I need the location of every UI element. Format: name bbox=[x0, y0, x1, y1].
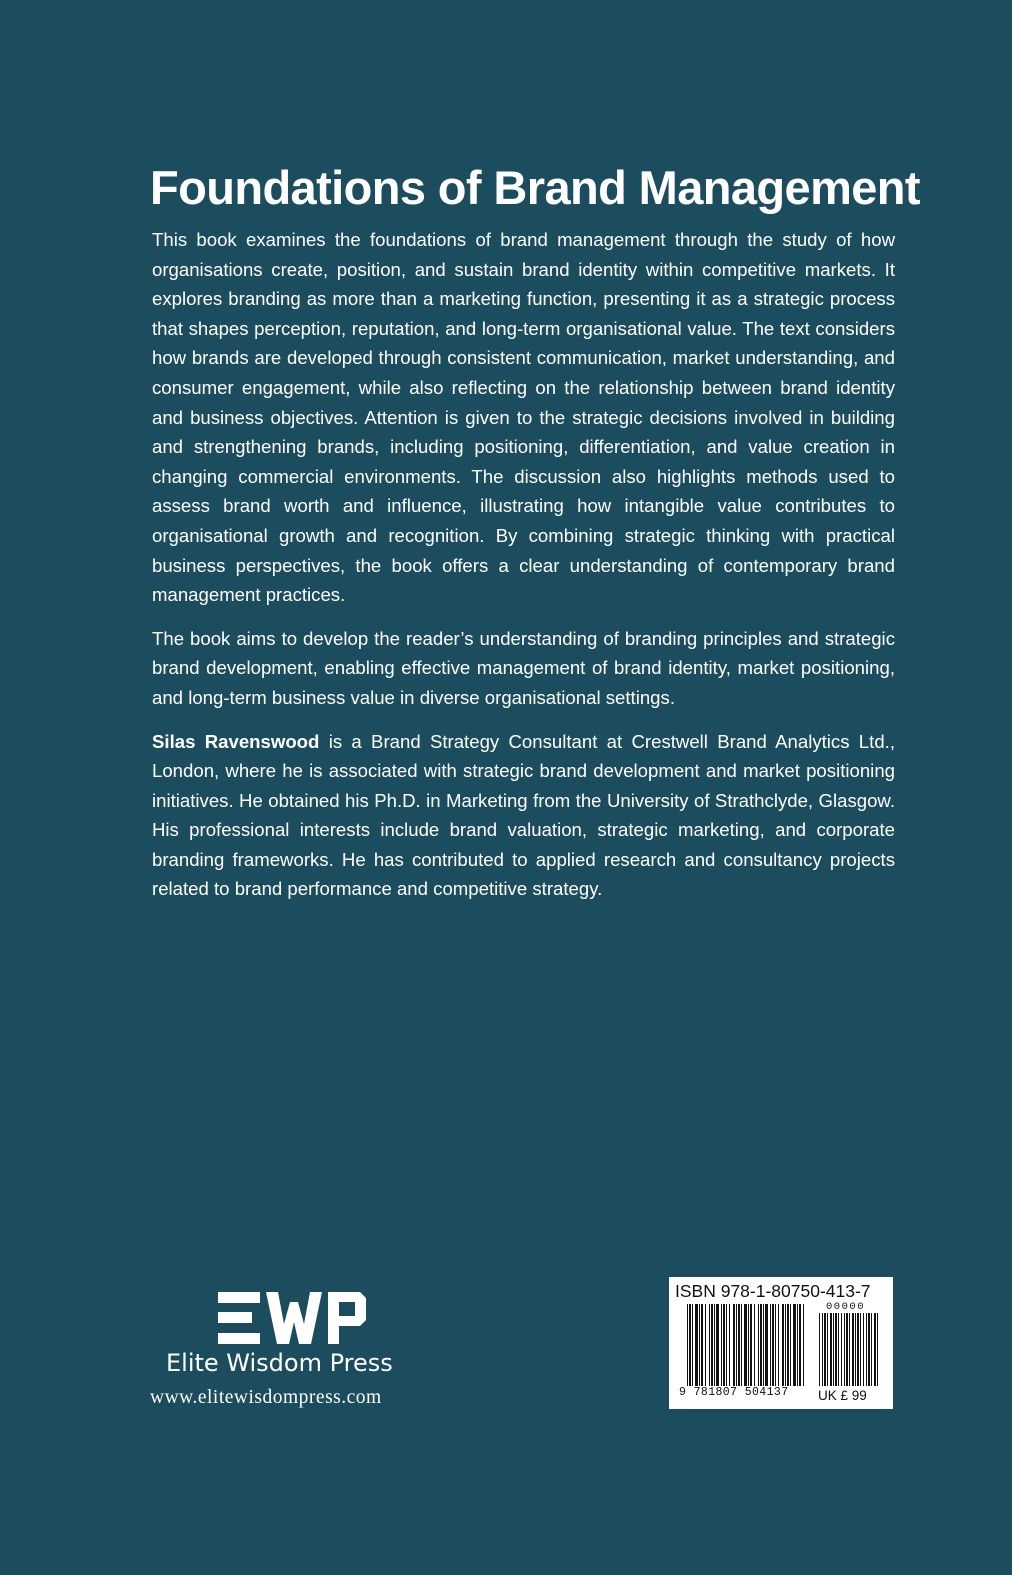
barcode-addon-digits: 00000 bbox=[826, 1301, 866, 1313]
ewp-logo-icon bbox=[218, 1292, 366, 1344]
isbn-number: ISBN 978-1-80750-413-7 bbox=[675, 1281, 871, 1301]
price: UK £ 99 bbox=[818, 1388, 867, 1403]
author-bio-text: is a Brand Strategy Consultant at Crestwell Brand Analytics Ltd., London, where he is associated with strategic brand development and market positioning initiatives. He obtained his Ph.D. in Marketing from the University of Strathclyde, Glasgow. His professional interests include brand valuation, strategic marketing, and corporate branding frameworks. He has contributed to applied research and consultancy projects related to brand performance and competitive strategy. bbox=[152, 730, 895, 900]
publisher-logo bbox=[150, 1292, 435, 1417]
addon-barcode-icon bbox=[819, 1313, 879, 1386]
book-title: Foundations of Brand Management bbox=[150, 161, 920, 214]
author-name: Silas Ravenswood bbox=[152, 730, 320, 752]
book-aims: The book aims to develop the reader’s understanding of branding principles and strategic brand development, enabling effective management of brand identity, market positioning, and long-term business value in diverse organisational settings. bbox=[152, 627, 895, 708]
barcode-digits: 9 781807 504137 bbox=[679, 1386, 789, 1399]
isbn-barcode bbox=[669, 1277, 893, 1409]
ean-barcode-icon bbox=[687, 1304, 805, 1386]
author-bio bbox=[152, 727, 895, 905]
publisher-name: Elite Wisdom Press bbox=[166, 1349, 393, 1377]
publisher-url: www.elitewisdompress.com bbox=[150, 1387, 382, 1408]
back-cover-text bbox=[152, 225, 895, 904]
book-description: This book examines the foundations of brand management through the study of how organisations create, position, and sustain brand identity within competitive markets. It explores branding as more than a marketing function, presenting it as a strategic process that shapes perception, reputation, and long-term organisational value. The text considers how brands are developed through consistent communication, market understanding, and consumer engagement, while also reflecting on the relationship between brand identity and business objectives. Attention is given to the strategic decisions involved in building and strengthening brands, including positioning, differentiation, and value creation in changing commercial environments. The discussion also highlights methods used to assess brand worth and influence, illustrating how intangible value contributes to organisational growth and recognition. By combining strategic thinking with practical business perspectives, the book offers a clear understanding of contemporary brand management practices. bbox=[152, 229, 895, 606]
